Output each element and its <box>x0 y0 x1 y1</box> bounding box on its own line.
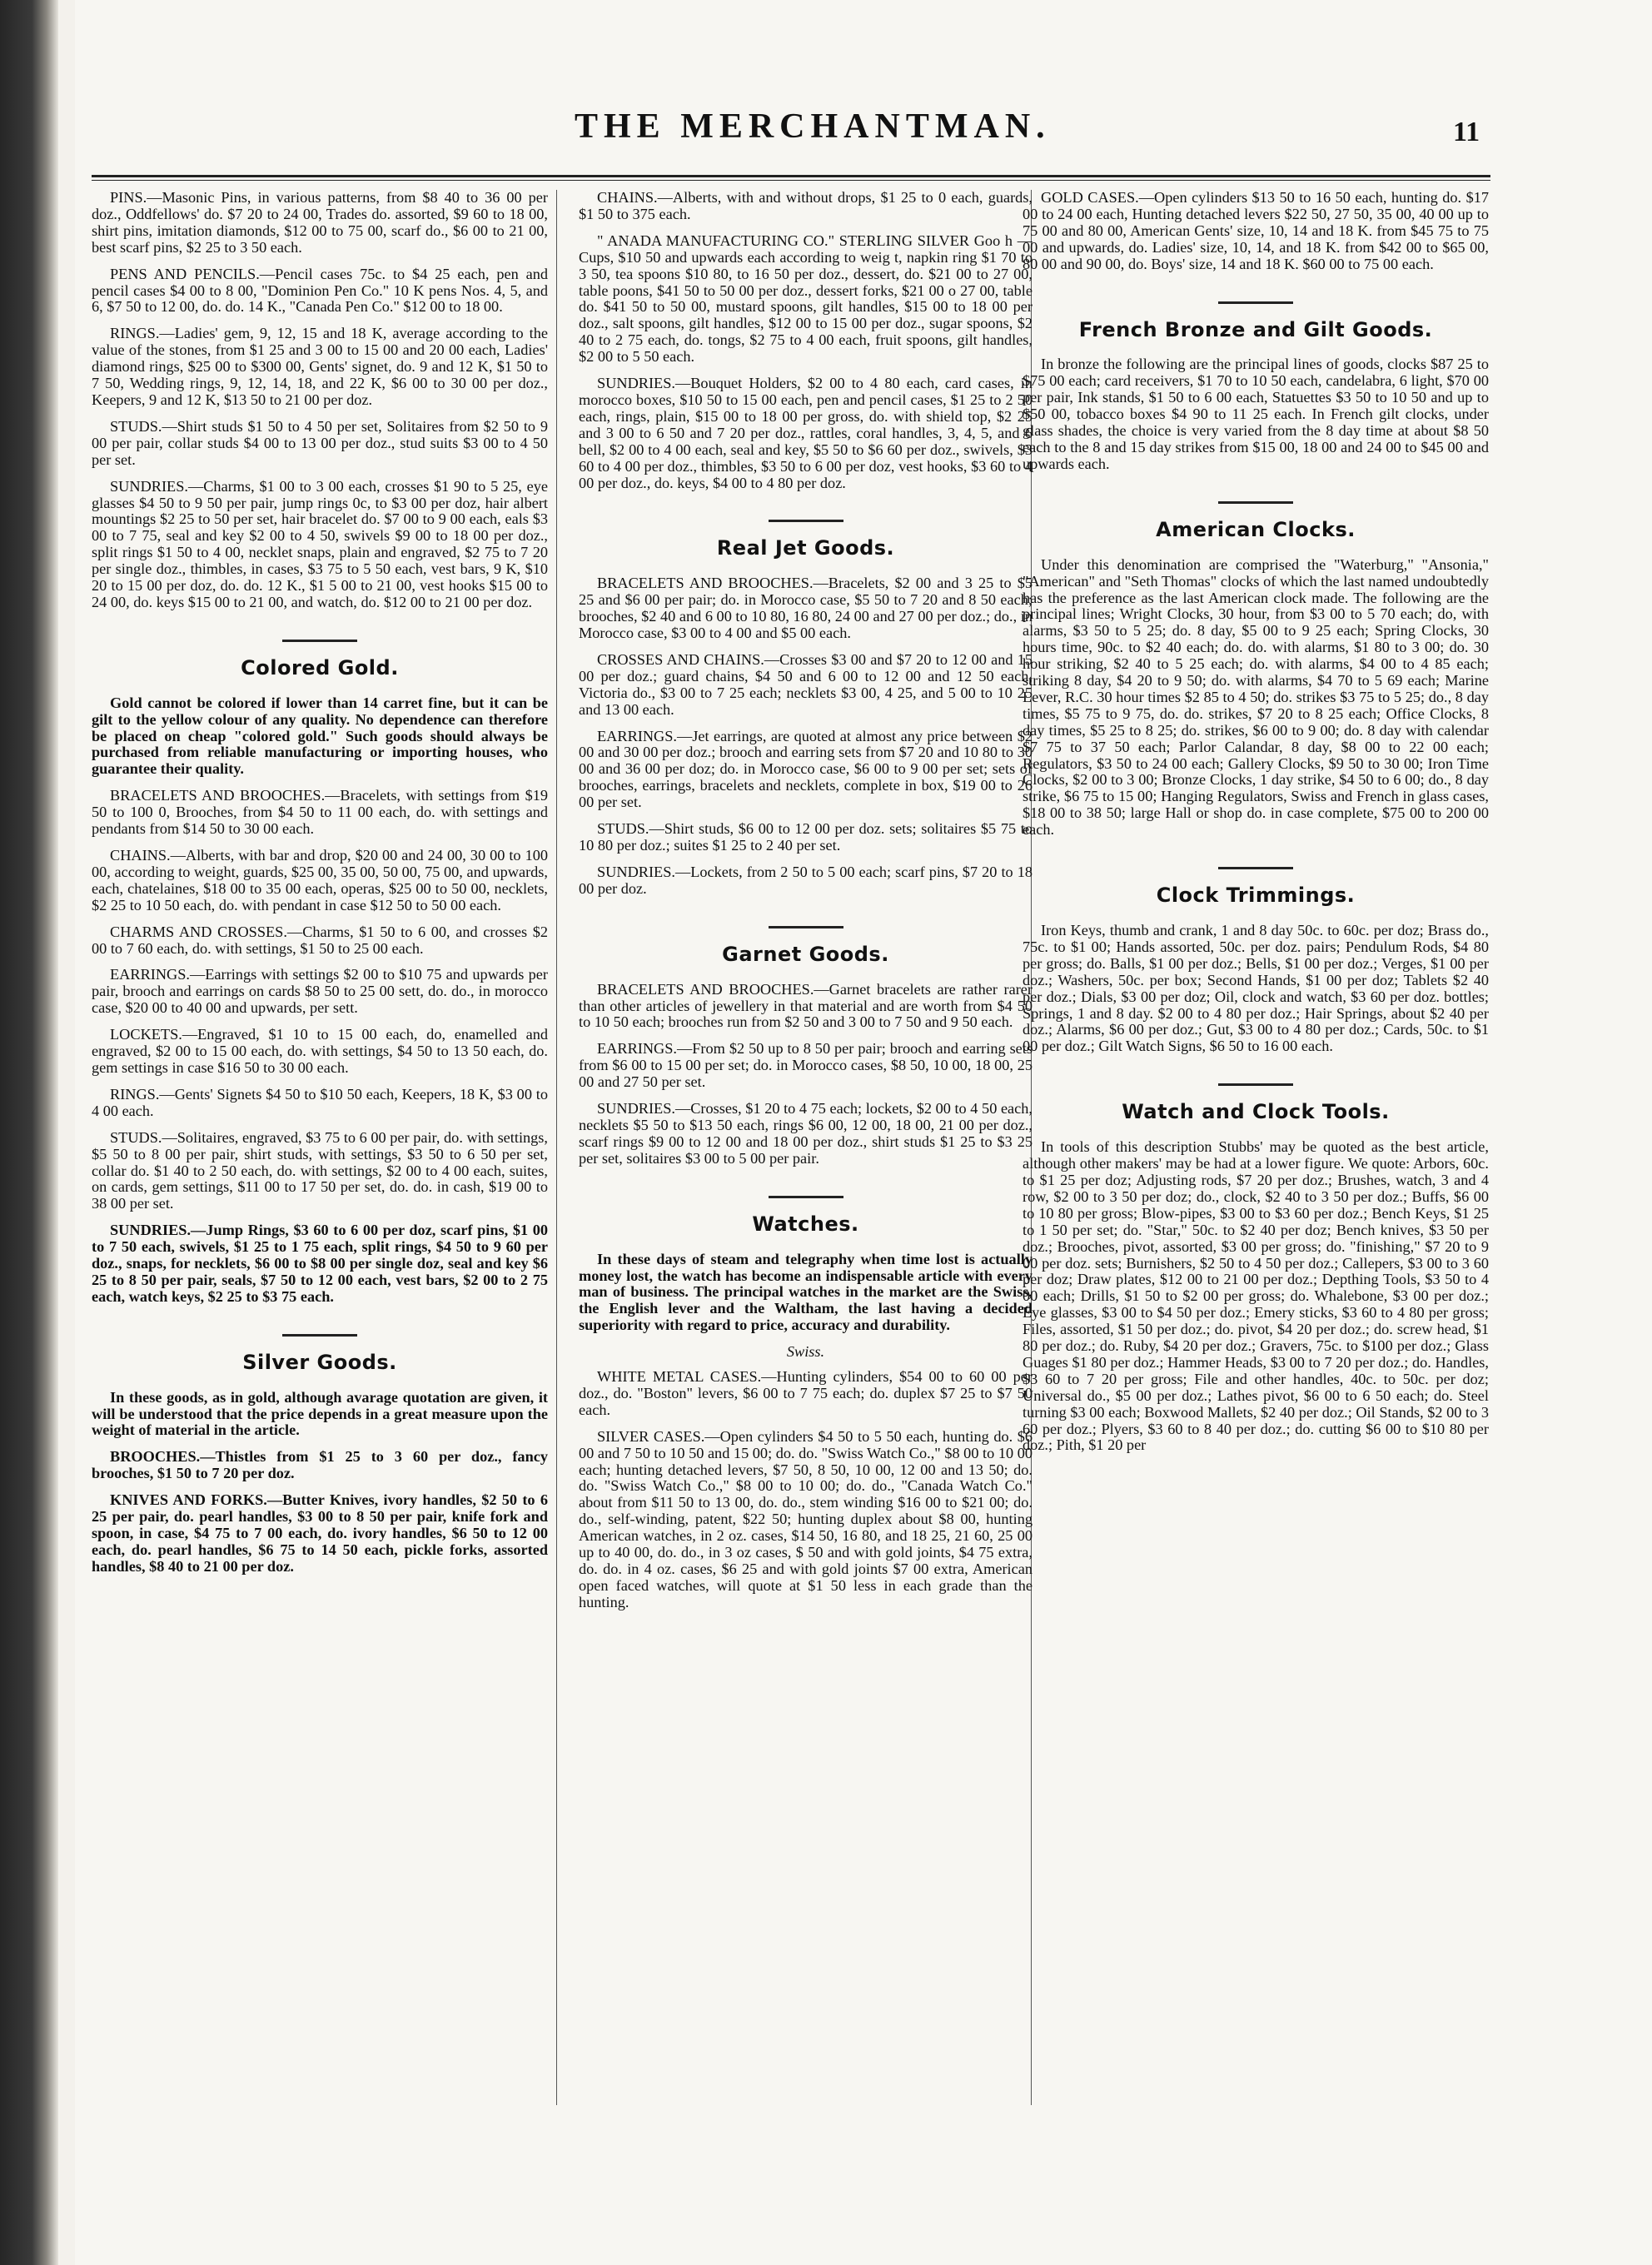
paragraph-chains: CHAINS.—Alberts, with bar and drop, $20 00 and 24 00, 30 00 to 100 00, according to weight, guards, $25 00, 35 00, 50 00, 75 00, and upwards, each, chatelaines, $18 00 to 35 00 each, operas, $25 00 to 50 00, necklets, $2 25 to 10 50 each, do. with pendant in case $12 50 to 50 00 each. <box>92 847 548 913</box>
header-rule-thin <box>92 180 1490 181</box>
paragraph-sundries: SUNDRIES.—Charms, $1 00 to 3 00 each, crosses $1 90 to 5 25, eye glasses $4 50 to 9 50 per pair, jump rings 0c, to $3 00 per doz, hair albert mountings $2 25 to 50 per set, hair bracelet do. $7 00 to 9 00 each, eals $3 00 to 7 75, seal and key $2 00 to 4 50, swivels $9 00 to 18 00 per doz., split rings $1 50 to 4 00, necklet snaps, plain and engraved, $2 75 to 7 20 per single doz., thimbles, in cases, $3 75 to 5 50 each, vest bars, 9 K, $10 20 to 15 00 per doz, do. do. 12 K., $1 5 00 to 21 00, vest hooks $15 00 to 24 00, do. keys $15 00 to 21 00, and watch, do. $12 00 to 21 00 per doz. <box>92 477 548 610</box>
paragraph-silver-brooches: BROOCHES.—Thistles from $1 25 to 3 60 per doz., fancy brooches, $1 50 to 7 20 per doz. <box>92 1448 548 1482</box>
paragraph-pins: PINS.—Masonic Pins, in various patterns, from $8 40 to 36 00 per doz., Oddfellows' do. $7 20 to 24 00, Trades do. assorted, $9 60 to 18 00, shirt pins, imitation diamonds, $12 00 to 75 00, scarf do., $6 00 to 21 00, best scarf pins, $2 25 to 3 50 each. <box>92 190 548 256</box>
paragraph-sterling-silver: " ANADA MANUFACTURING CO." STERLING SILVER Goo h —Cups, $10 50 and upwards each according to weig t, napkin ring $1 70 to 3 50, tea spoons $10 80, to 16 50 per doz., dessert, do. $21 00 to 27 00, table poons, $41 50 to 50 00 per doz., dessert forks, $21 00 o 27 00, table do. $41 50 to 50 00, mustard spoons, gilt handles, $15 00 to 18 00 per doz., salt spoons, gilt handles, $12 00 to 15 00 per doz., sugar spoons, $2 40 to 2 75 each, do. tongs, $2 75 to 4 00 each, fruit spoons, gilt handles, $2 00 to 5 50 each. <box>579 231 1032 366</box>
paragraph-bracelets-brooches: BRACELETS AND BROOCHES.—Bracelets, with settings from $19 50 to 100 0, Brooches, from $4 50 to 11 00 each, do. with settings and pendants from $14 50 to 30 00 each. <box>92 787 548 838</box>
paragraph-rings: RINGS.—Ladies' gem, 9, 12, 15 and 18 K, average according to the value of the stones, from $1 25 and 3 00 to 15 00 and 20 00 each, Ladies' diamond rings, $25 00 to $300 00, Gents' signet, do. 9 and 12 K, $1 50 to 7 50, Wedding rings, 9, 12, 14, 18, and 22 K, $6 00 to 30 00 per doz., Keepers, 9 and 12 K, $13 50 to 21 00 per doz. <box>92 325 548 408</box>
section-rule <box>282 1334 357 1337</box>
paragraph-jet-bracelets: BRACELETS AND BROOCHES.—Bracelets, $2 00 and 3 25 to $5 25 and $6 00 per pair; do. in Morocco case, $5 50 to 7 20 and 8 50 each; brooches, $2 40 and 6 00 to 10 80, 16 80, 24 00 and 27 00 per doz.; do., in Morocco case, $3 00 to 4 00 and $5 00 each. <box>579 575 1032 642</box>
paragraph-bronze: In bronze the following are the principal lines of goods, clocks $87 25 to $75 00 each; card receivers, $1 70 to 10 50 each, candelabra, 6 light, $70 00 per pair, Ink stands, $1 50 to 6 00 each, Statuettes $3 50 to 10 50 and up to $50 00, tobacco boxes $4 90 to 11 25 each. In French gilt clocks, under glass shades, the choice is very varied from the 8 day time at about $8 50 each to the 8 and 15 day strikes from $15 00, 18 00 and 24 00 to $45 00 and upwards each. <box>1023 356 1489 472</box>
header-rule <box>92 175 1490 177</box>
section-rule <box>1218 501 1293 504</box>
heading-garnet-goods: Garnet Goods. <box>722 942 889 966</box>
paragraph-sundries-jump-rings: SUNDRIES.—Jump Rings, $3 60 to 6 00 per doz, scarf pins, $1 00 to 7 50 each, swivels, $1 25 to 1 75 each, split rings, $4 50 to 9 60 per doz., snaps, for necklets, $6 00 to $8 00 per single doz, seal and key $6 25 to 8 50 per pair, seals, $7 50 to 12 00 each, vest bars, $2 00 to 2 75 each, watch keys, $2 25 to $3 75 each. <box>92 1222 548 1305</box>
subheading-swiss: Swiss. <box>786 1343 825 1361</box>
paragraph-knives-forks: KNIVES AND FORKS.—Butter Knives, ivory handles, $2 50 to 6 25 per pair, do. pearl handles, $3 00 to 8 50 per pair, knife fork and spoon, in case, $4 75 to 7 00 each, do. ivory handles, $6 50 to 12 00 each, do. pearl handles, $6 75 to 14 50 each, pickle forks, assorted handles, $8 40 to 21 00 per doz. <box>92 1491 548 1575</box>
paragraph-silver-sundries: SUNDRIES.—Bouquet Holders, $2 00 to 4 80 each, card cases, in morocco boxes, $10 50 to 15 00 each, pen and pencil cases, $1 25 to 2 50 each, rings, plain, $15 00 to 18 00 per gross, do. with shield top, $2 25 and 3 00 to 6 50 and 7 20 per doz., rattles, coral handles, 3, 4, 5, and 6 bell, $2 00 to 4 00 each, seal and key, $5 50 to $6 60 per doz., swivels, $3 60 to 4 00 per doz., thimbles, $3 50 to 6 00 per doz, vest hooks, $3 60 to 4 00 per doz., do. keys, $4 00 to 4 80 per doz. <box>579 375 1032 491</box>
masthead-title: THE MERCHANTMAN. <box>575 107 1051 146</box>
section-rule <box>769 926 843 928</box>
paragraph-earrings: EARRINGS.—Earrings with settings $2 00 to $10 75 and upwards per pair, brooch and earrings on cards $8 50 to 25 00 sett, do. do., in morocco case, $20 00 to 40 00 and upwards, per sett. <box>92 966 548 1017</box>
paragraph-rings-gents: RINGS.—Gents' Signets $4 50 to $10 50 each, Keepers, 18 K, $3 00 to 4 00 each. <box>92 1085 548 1119</box>
paragraph-studs: STUDS.—Shirt studs $1 50 to 4 50 per set, Solitaires from $2 50 to 9 00 per pair, collar studs $4 00 to 13 00 per doz., stud suits $3 00 to 4 50 per set. <box>92 417 548 468</box>
heading-watches: Watches. <box>752 1212 859 1236</box>
paragraph-american-clocks: Under this denomination are comprised the "Waterburg," "Ansonia," "American" and "Seth Thomas" clocks of which the last named undoubtedly has the preference as the last American clock made. The following are the principal lines; Wright Clocks, 30 hour, from $3 00 to 5 70 each; do, with alarms, $3 50 to 5 25; do. 8 day, $5 00 to 9 25 each; Spring Clocks, 30 hours time, 90c. to $2 40 each; do. do. with alarms, $1 80 to 3 00; do. 30 hour striking, $2 40 to 5 25 each; do. with alarms, $4 00 to 4 85 each; striking 8 day, $4 20 to 9 50; do. with alarms, $4 70 to 5 69 each; Marine Lever, R.C. 30 hour times $2 85 to 4 50; do. strikes $3 75 to 5 25; do., 8 day times, $5 75 to 9 75, do. do. strikes, $7 20 to 8 25 each; Office Clocks, 8 day times, $5 25 to 8 25; do. strikes, $6 00 to 9 00; do. 8 day with calendar $7 75 to 37 50 each; Parlor Calandar, 8 day, $8 00 to 22 00 each; Regulators, $3 50 to 24 00 each; Gallery Clocks, $9 50 to 30 00; Iron Time Clocks, $2 00 to 3 00; Bronze Clocks, 1 day strike, $4 50 to 6 00; do., 8 day strike, $6 75 to 15 00; Hanging Regulators, Swiss and French in glass cases, $18 00 to 38 50; large Hall or shop do. in case complete, $75 00 to 200 00 each. <box>1023 555 1489 839</box>
paragraph-studs-solitaires: STUDS.—Solitaires, engraved, $3 75 to 6 00 per pair, do. with settings, $5 50 to 8 00 per pair, shirt studs, with settings, $3 50 to 6 50 per set, collar do. $1 40 to 2 50 each, do. with settings, $2 00 to 4 00 each, suites, on cards, gem settings, $11 00 to 17 50 per set, do. do. in cash, $19 00 to 38 00 per set. <box>92 1128 548 1212</box>
paragraph-garnet-sundries: SUNDRIES.—Crosses, $1 20 to 4 75 each; lockets, $2 00 to 4 50 each, necklets $5 50 to $13 50 each, rings $6 00, 12 00, 18 00, 21 00 per doz., scarf rings $9 00 to 12 00 and 18 00 per doz., shirt studs $1 25 to $3 25 per set, solitaires $3 00 to 5 00 per pair. <box>579 1100 1032 1167</box>
column-1 <box>92 190 548 2130</box>
column-divider <box>556 190 557 2105</box>
paragraph-gold-cases: GOLD CASES.—Open cylinders $13 50 to 16 50 each, hunting do. $17 00 to 24 00 each, Hunting detached levers $22 50, 27 50, 35 00, 40 00 up to 75 00 and 80 00, American Gents' size, 10, 14 and 18 K. from $45 75 to 75 00 and upwards, do. Ladies' size, 10, 14, and 18 K. from $42 00 to $65 00, 80 00 and 90 00, do. Boys' size, 14 and 18 K. $60 00 to 75 00 each. <box>1023 190 1489 272</box>
section-rule <box>769 1196 843 1198</box>
section-rule <box>282 640 357 642</box>
paragraph-jet-studs: STUDS.—Shirt studs, $6 00 to 12 00 per doz. sets; solitaires $5 75 to 10 80 per doz.; suites $1 25 to 2 40 per set. <box>579 820 1032 854</box>
column-3 <box>1023 190 1489 2130</box>
paragraph-silver-intro: In these goods, as in gold, although avarage quotation are given, it will be understood that the price depends in a great measure upon the weight of material in the article. <box>92 1388 548 1439</box>
paragraph-silver-chains: CHAINS.—Alberts, with and without drops, $1 25 to 0 each, guards, $1 50 to 375 each. <box>579 190 1032 222</box>
section-rule <box>1218 867 1293 869</box>
heading-real-jet-goods: Real Jet Goods. <box>716 536 895 560</box>
paragraph-garnet-bracelets: BRACELETS AND BROOCHES.—Garnet bracelets are rather rarer than other articles of jewellery in that material and are worth from $4 50 to 10 50 each; brooches run from $2 50 and 3 00 to 7 50 and 9 50 each. <box>579 980 1032 1031</box>
paragraph-garnet-earrings: EARRINGS.—From $2 50 up to 8 50 per pair; brooch and earring sets from $6 00 to 15 00 per set; do. in Morocco cases, $8 50, 10 00, 18 00, 25 00 and 27 50 per set. <box>579 1040 1032 1091</box>
paragraph-white-metal-cases: WHITE METAL CASES.—Hunting cylinders, $54 00 to 60 00 per doz., do. "Boston" levers, $6 00 to 7 75 each; do. duplex $7 25 to $7 50 each. <box>579 1368 1032 1418</box>
paragraph-charms-crosses: CHARMS AND CROSSES.—Charms, $1 50 to 6 00, and crosses $2 00 to 7 60 each, do. with settings, $1 50 to 25 00 each. <box>92 923 548 957</box>
column-2 <box>579 190 1032 2130</box>
heading-colored-gold: Colored Gold. <box>241 655 399 680</box>
section-rule <box>1218 1083 1293 1086</box>
paragraph-silver-cases: SILVER CASES.—Open cylinders $4 50 to 5 50 each, hunting do. $6 00 and 7 50 to 10 50 and 15 00; do. do. "Swiss Watch Co.," $8 00 to 10 00 each; hunting detached levers, $7 50, 8 50, 10 00, 12 00 and 13 50; do. do. "Swiss Watch Co.," $8 00 to 10 00; do. do., "Canada Watch Co." about from $11 50 to 13 00, do. do., stem winding $16 00 to $21 00; do. do., self-winding, patent, $22 50; hunting duplex about $8 00, hunting American watches, in 2 oz. cases, $14 50, 16 80, and 18 25, 21 60, 25 00 up to 40 00, do. do., in 3 oz cases, $ 50 and with gold joints, $4 75 extra, do. do. in 4 oz. cases, $6 25 and with gold joints $7 00 extra, American open faced watches, will quote at $1 50 less in each grade than the hunting. <box>579 1427 1032 1610</box>
paragraph-clock-trimmings: Iron Keys, thumb and crank, 1 and 8 day 50c. to 60c. per doz; Brass do., 75c. to $1 00; Hands assorted, 50c. per doz. pairs; Pendulum Rods, $4 80 per gross; do. Balls, $1 00 per doz.; Bells, $1 00 per doz.; Verges, $1 00 per doz.; Washers, 50c. per box; Second Hands, $1 00 per doz; Tablets $2 40 per doz.; Dials, $3 00 per doz; Oil, clock and watch, $3 60 per doz. bottles; Springs, 1 and 8 day. $2 00 to 4 80 per doz.; Hair Springs, about $2 40 per doz.; Alarms, $6 00 per doz.; Gut, $3 00 to 4 80 per doz.; Cards, 50c. to $1 00 per doz.; Gilt Watch Signs, $6 50 to 16 00 each. <box>1023 922 1489 1055</box>
paragraph-lockets: LOCKETS.—Engraved, $1 10 to 15 00 each, do, enamelled and engraved, $2 00 to 15 00 each, do. with settings, $4 50 to 13 50 each, do. gem settings in case $16 50 to 30 00 each. <box>92 1026 548 1076</box>
section-rule <box>769 520 843 522</box>
paragraph-watch-clock-tools: In tools of this description Stubbs' may be quoted as the best article, although other makers' may be had at a lower figure. We quote: Arbors, 60c. to $1 25 per doz; Adjusting rods, $7 20 per doz.; Brushes, watch, 3 and 4 row, $2 00 to 3 50 per doz; do., clock, $2 40 to 3 50 per doz.; Buffs, $6 00 to 10 80 per gross; Blow-pipes, $3 00 to $3 60 per doz.; Bench Keys, $1 25 to 1 50 per set; do. "Star," 50c. to $2 40 per doz; Bench knives, $3 50 per doz.; Brooches, pivot, assorted, $3 00 per gross; do. "finishing," $7 20 to 9 00 per doz. sets; Burnishers, $2 50 to 4 50 per doz.; Callepers, $3 00 to 3 60 per doz; Draw plates, $12 00 to 21 00 per doz.; Depthing Tools, $3 50 to 4 00 each; Drills, $1 50 to $2 00 per gross; do. Whalebone, $3 00 per doz.; Eye glasses, $3 00 to $4 50 per doz.; Emery sticks, $3 60 to 4 80 per gross; Files, assorted, $1 50 per doz.; do. pivot, $4 20 per doz.; do. screw head, $1 80 per doz.; do. Ruby, $4 20 per doz.; Gravers, 75c. to $100 per doz.; Glass Guages $1 80 per doz.; Hammer Heads, $3 00 to 7 20 per doz.; do. Handles, $3 60 to 7 20 per gross; File and other handles, 40c. to 50c. per doz; Universal do., $5 00 per doz.; Lathes pivot, $6 00 to 6 50 each; do. Steel turning $3 00 each; Boxwood Mallets, $2 40 per doz.; Oil Stands, $2 00 to 3 60 per doz.; Plyers, $3 60 to 8 40 per doz.; do. cutting $6 00 to $10 80 per doz.; Pith, $1 20 per <box>1023 1138 1489 1454</box>
paragraph-watches-intro: In these days of steam and telegraphy when time lost is actually money lost, the watch has become an indispensable article with every man of business. The principal watches in the market are the Swiss, the English lever and the Waltham, the last having a decided superiority with regard to price, accuracy and durability. <box>579 1250 1032 1334</box>
section-rule <box>1218 301 1293 304</box>
paragraph-jet-sundries: SUNDRIES.—Lockets, from 2 50 to 5 00 each; scarf pins, $7 20 to 18 00 per doz. <box>579 863 1032 897</box>
book-binding-edge <box>0 0 58 2265</box>
paragraph-jet-crosses-chains: CROSSES AND CHAINS.—Crosses $3 00 and $7 20 to 12 00 and 15 00 per doz.; guard chains, $4 50 and 6 00 to 12 00 and 12 50 each, Victoria do., $3 00 to 7 25 each; necklets $3 00, 4 25, and 5 00 to 10 25 and 13 00 each. <box>579 650 1032 718</box>
heading-french-bronze: French Bronze and Gilt Goods. <box>1078 317 1433 341</box>
heading-watch-clock-tools: Watch and Clock Tools. <box>1122 1100 1390 1124</box>
heading-silver-goods: Silver Goods. <box>242 1350 397 1374</box>
paragraph-colored-intro: Gold cannot be colored if lower than 14 carret fine, but it can be gilt to the yellow colour of any quality. No dependence can therefore be placed on cheap "colored gold." Such goods should always be purchased from reliable manufacturing or importing houses, who guarantee their quality. <box>92 694 548 778</box>
page-number: 11 <box>1453 117 1480 147</box>
paragraph-jet-earrings: EARRINGS.—Jet earrings, are quoted at almost any price between $2 00 and 30 00 per doz.; brooch and earring sets from $7 20 and 10 80 to 30 00 and 36 00 per doz; do. in Morocco case, $6 00 to 9 00 per set; sets of brooches, earrings, bracelets and necklets, complete in box, $19 00 to 26 00 per set. <box>579 727 1032 811</box>
heading-clock-trimmings: Clock Trimmings. <box>1156 884 1356 908</box>
heading-american-clocks: American Clocks. <box>1156 517 1356 541</box>
paragraph-pens-pencils: PENS AND PENCILS.—Pencil cases 75c. to $4 25 each, pen and pencil cases $4 00 to 8 00, "Dominion Pen Co." 10 K pens Nos. 4, 5, and 6, $7 50 to 12 00, do. do. 14 K., "Canada Pen Co." $12 00 to 18 00. <box>92 265 548 316</box>
